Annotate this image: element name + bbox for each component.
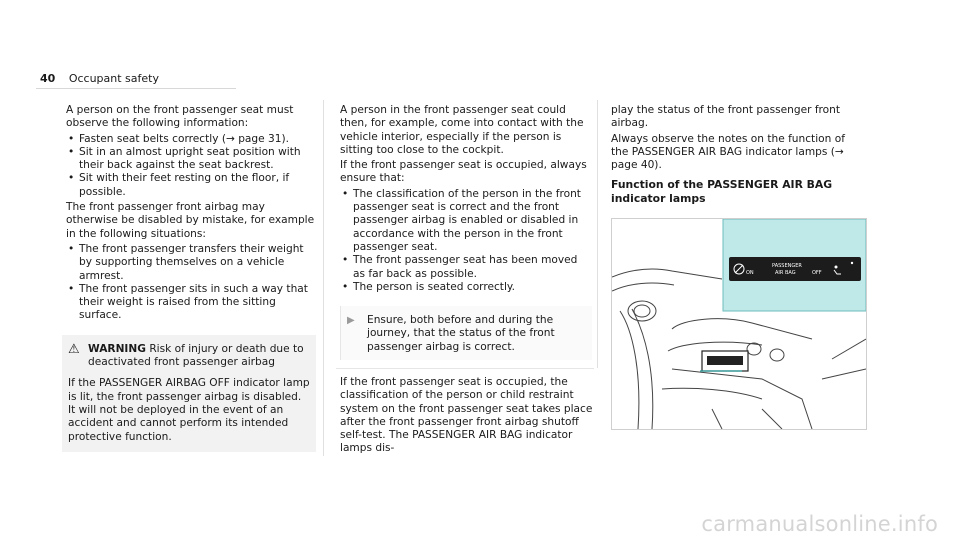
lamp-on-label: ON	[746, 270, 754, 276]
dashboard-figure	[611, 218, 867, 430]
classification-paragraph: If the front passenger seat is occupied, the classification of the person or child restraint system on the front passenger seat takes place after the front passenger front airbag shutoff self-test. The PASSENGER AIR BAG indicator lamps dis-	[340, 376, 593, 455]
warning-header	[68, 343, 310, 370]
column-divider	[597, 100, 598, 368]
warning-label: WARNING	[88, 342, 146, 355]
warning-body: If the PASSENGER AIRBAG OFF indicator lamp is lit, the front passenger airbag is disabled. It will not be deployed in the event of an accident and cannot perform its intended protective function.	[68, 377, 310, 443]
list-item: • The front passenger seat has been moved as far back as possible.	[340, 254, 592, 281]
list-item: • The classification of the person in the front passenger seat is correct and the front passenger airbag is enabled or disabled in accordance with the person in the front passenger seat.	[340, 188, 592, 254]
warning-triangle-icon: ⚠	[68, 341, 80, 357]
indicator-lamp-panel	[729, 257, 861, 281]
section-heading: Function of the PASSENGER AIR BAG indicator lamps	[611, 178, 833, 205]
ensure-list	[340, 188, 592, 294]
lamp-passenger-label: PASSENGER	[772, 263, 802, 269]
step-text: Ensure, both before and during the journey, that the status of the front passenger airbag is correct.	[367, 314, 555, 353]
dashboard-illustration	[612, 219, 866, 429]
list-item: • Sit in an almost upright seat position with their back against the seat backrest.	[66, 146, 316, 173]
column-2	[340, 104, 592, 360]
requirements-list	[66, 133, 316, 199]
intro-paragraph: A person on the front passenger seat must observe the following information:	[66, 104, 294, 130]
contact-paragraph: A person in the front passenger seat could then, for example, come into contact with the vehicle interior, especially if the person is sitting too close to the cockpit.	[340, 104, 584, 156]
warning-title: Risk of injury or death due to deactivated front passenger airbag	[88, 342, 304, 369]
lamp-airbag-label: AIR BAG	[775, 270, 796, 276]
status-dot-icon	[851, 262, 853, 264]
section-rule	[336, 368, 594, 369]
lamp-off-label: OFF	[812, 270, 822, 276]
list-item: • Sit with their feet resting on the floor, if possible.	[66, 172, 316, 199]
list-item: • The front passenger sits in such a way that their weight is raised from the sitting surface.	[66, 283, 316, 323]
list-item: • The front passenger transfers their weight by supporting themselves on a vehicle armrest.	[66, 243, 316, 283]
section-title: Occupant safety	[68, 72, 159, 85]
header-rule	[36, 88, 236, 89]
warning-box	[62, 335, 316, 452]
page-header	[40, 72, 159, 85]
notes-paragraph: Always observe the notes on the function of the PASSENGER AIR BAG indicator lamps (→ page 40).	[611, 132, 845, 172]
column-3	[611, 104, 865, 205]
column-divider	[323, 100, 324, 456]
list-item: • The person is seated correctly.	[340, 281, 592, 294]
list-item: • Fasten seat belts correctly (→ page 31).	[66, 133, 316, 146]
indicator-display-shape	[707, 356, 743, 365]
status-paragraph: play the status of the front passenger front airbag.	[611, 104, 841, 130]
watermark: carmanualsonline.info	[701, 511, 938, 536]
instruction-step	[340, 306, 592, 360]
situations-list	[66, 243, 316, 323]
column-1	[66, 104, 316, 452]
ensure-paragraph: If the front passenger seat is occupied, always ensure that:	[340, 159, 587, 185]
step-arrow-icon: ▶	[347, 315, 355, 327]
situations-paragraph: The front passenger front airbag may otherwise be disabled by mistake, for example in the following situations:	[66, 201, 315, 240]
page-number: 40	[40, 72, 56, 85]
